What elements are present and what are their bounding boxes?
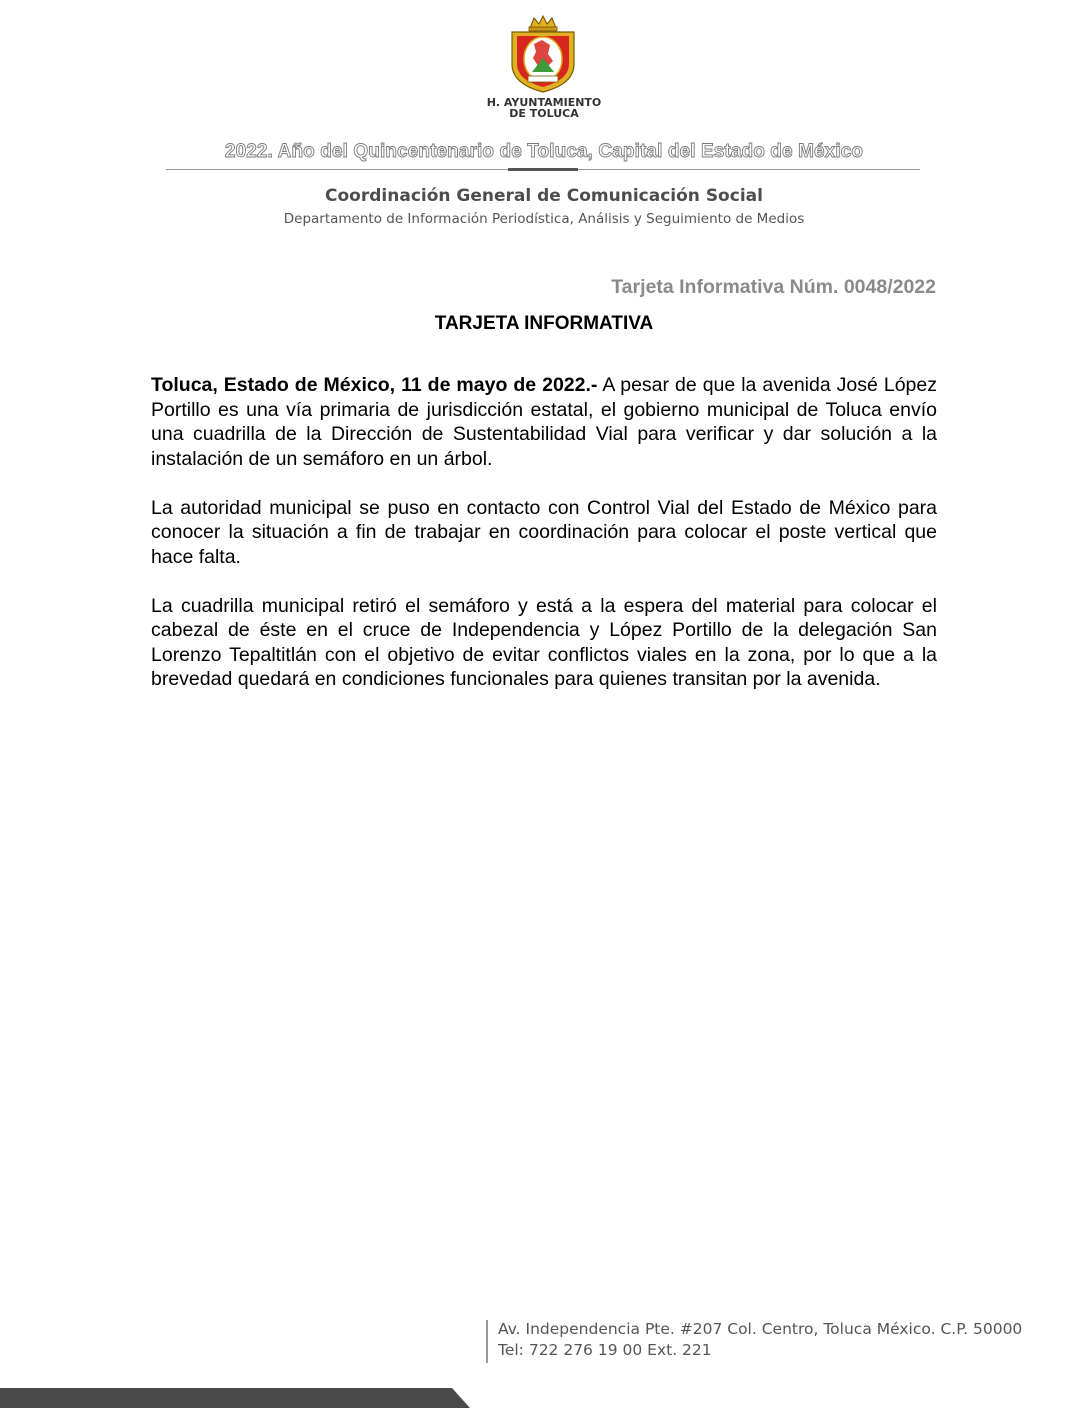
dateline: Toluca, Estado de México, 11 de mayo de 2022.-: [151, 374, 598, 396]
paragraph-2: La autoridad municipal se puso en contacto con Control Vial del Estado de México para conocer la situación a fin de trabajar en coordinación para colocar el poste vertical que hace falta.: [151, 496, 937, 568]
paragraph-1-text: A pesar de que la avenida José López Portillo es una vía primaria de jurisdicción estatal, el gobierno municipal de Toluca envío una cuadrilla de la Dirección de Sustentabilidad Vial para verificar y dar solución a la instalación de un semáforo en un árbol.: [151, 374, 937, 470]
department-main: Coordinación General de Comunicación Social: [325, 186, 763, 206]
document-body: [151, 373, 937, 716]
footer-address: Av. Independencia Pte. #207 Col. Centro, Toluca México. C.P. 50000: [498, 1320, 1023, 1338]
paragraph-1: [151, 373, 937, 471]
footer-phone: Tel: 722 276 19 00 Ext. 221: [498, 1341, 712, 1359]
year-motto: 2022. Año del Quincentenario de Toluca, Capital del Estado de México: [224, 141, 864, 162]
motto-divider-accent: [508, 168, 578, 171]
document-heading: TARJETA INFORMATIVA: [434, 313, 654, 334]
org-name-line1: H. AYUNTAMIENTO: [486, 96, 602, 109]
footer-band: [0, 1388, 470, 1408]
card-number: Tarjeta Informativa Núm. 0048/2022: [611, 276, 936, 298]
org-name-line2: DE TOLUCA: [509, 107, 579, 120]
department-sub: Departamento de Información Periodística, Análisis y Seguimiento de Medios: [283, 211, 805, 227]
paragraph-3: La cuadrilla municipal retiró el semáforo y está a la espera del material para colocar el cabezal de éste en el cruce de Independencia y López Portillo de la delegación San Lorenzo Tepaltitlán con el objetivo de evitar conflictos viales en la zona, por lo que a la brevedad quedará en condiciones funcionales para quienes transitan por la avenida.: [151, 594, 937, 690]
toluca-coat-of-arms-icon: [508, 14, 578, 96]
footer-divider: [486, 1320, 488, 1363]
